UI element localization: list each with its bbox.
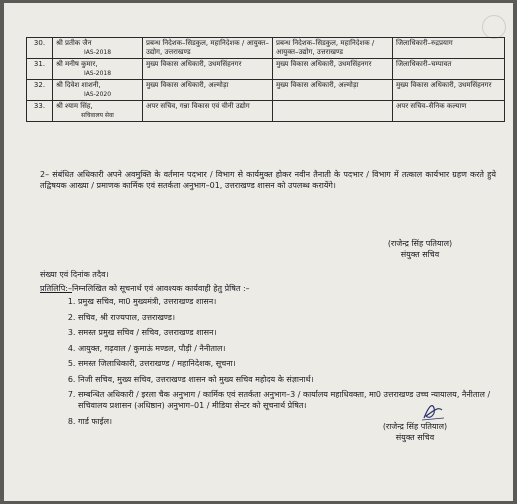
list-item: 7. सम्बन्धित अधिकारी / इरला चैक अनुभाग / कार्मिक एवं सतर्कता अनुभाग–3 / कार्यालय महाधिवक्ता, मा0 उत्तराखण्ड उच्च न्यायालय, नैनीताल / सचिवालय प्रशासन (अधिष्ठान) अनुभाग–01 / मीडिया सेन्टर को सूचनार्थ प्रेषित। xyxy=(78,389,513,411)
officer-name: श्री दिवेश शाशनी, xyxy=(56,81,101,89)
list-item: 2. सचिव, श्री राज्यपाल, उत्तराखण्ड। xyxy=(78,312,513,323)
officer-name: श्री प्रतीक जैन xyxy=(56,39,92,47)
released-post: मुख्य विकास अधिकारी, अल्मोड़ा xyxy=(273,80,393,101)
new-post: जिलाधिकारी–चम्पावत xyxy=(393,59,505,80)
signatory-title: संयुक्त सचिव xyxy=(395,433,435,442)
copy-label: प्रतिलिपि:– xyxy=(40,284,72,293)
new-post: जिलाधिकारी–रुद्रप्रयाग xyxy=(393,38,505,59)
officer-cell xyxy=(53,38,143,59)
current-post: मुख्य विकास अधिकारी, उधमसिंहनगर xyxy=(143,59,273,80)
released-post xyxy=(273,101,393,122)
list-item: 3. समस्त प्रमुख सचिव / सचिव, उत्तराखण्ड शासन। xyxy=(78,327,513,338)
document-page xyxy=(4,3,513,501)
current-post: मुख्य विकास अधिकारी, अल्मोड़ा xyxy=(143,80,273,101)
stamp-mark xyxy=(482,15,506,39)
list-item: 6. निजी सचिव, मुख्य सचिव, उत्तराखण्ड शासन को मुख्य सचिव महोदय के संज्ञानार्थ। xyxy=(78,374,513,385)
serial-number: 32. xyxy=(27,80,53,101)
officer-name: श्री श्याम सिंह, xyxy=(56,102,93,110)
new-post: मुख्य विकास अधिकारी, उधमसिंहनगर xyxy=(393,80,505,101)
table-row xyxy=(27,38,505,59)
signature-block xyxy=(365,238,475,260)
signatory-name: (राजेन्द्र सिंह पतियाल) xyxy=(387,239,453,248)
released-post: मुख्य विकास अधिकारी, उधमसिंहनगर xyxy=(273,59,393,80)
serial-number: 30. xyxy=(27,38,53,59)
table-row xyxy=(27,80,505,101)
serial-number: 33. xyxy=(27,101,53,122)
officer-cell xyxy=(53,80,143,101)
officer-cell xyxy=(53,101,143,122)
signature-block-final xyxy=(350,421,480,443)
current-post: प्रबन्ध निदेशक–सिडकुल, महानिदेशक / आयुक्त–उद्योग, उत्तराखण्ड xyxy=(143,38,273,59)
officer-name: श्री मनीष कुमार, xyxy=(56,60,98,68)
officer-batch: IAS-2018 xyxy=(83,49,112,56)
list-item: 1. प्रमुख सचिव, मा0 मुख्यमंत्री, उत्तराखण्ड शासन। xyxy=(78,296,513,307)
list-item: 5. समस्त जिलाधिकारी, उत्तराखण्ड / महानिदेशक, सूचना। xyxy=(78,358,513,369)
serial-number: 31. xyxy=(27,59,53,80)
signatory-name: (राजेन्द्र सिंह पतियाल) xyxy=(382,422,448,431)
copy-heading-text: निम्नलिखित को सूचनार्थ एवं आवश्यक कार्यवाही हेतु प्रेषित :– xyxy=(72,284,250,293)
officer-cell xyxy=(53,59,143,80)
instruction-paragraph: 2– संबंधित अधिकारी अपने अवमुक्ति के वर्तमान पदभार / विभाग से कार्यमुक्त होकर नवीन तैनाती के पदभार / विभाग में तत्काल कार्यभार ग्रहण करते हुये तद्विषयक आख्या / प्रमाणक कार्मिक एवं सतर्कता अनुभाग–01, उत्तराखण्ड शासन को उपलब्ध करायेंगे। xyxy=(40,170,496,190)
signatory-title: संयुक्त सचिव xyxy=(400,250,440,259)
released-post: प्रबन्ध निदेशक–सिडकुल, महानिदेशक / आयुक्त–उद्योग, उत्तराखण्ड xyxy=(273,38,393,59)
new-post: अपर सचिव–सैनिक कल्याण xyxy=(393,101,505,122)
list-item: 4. आयुक्त, गढ़वाल / कुमाऊं मण्डल, पौड़ी / नैनीताल। xyxy=(78,343,513,354)
table-row xyxy=(27,59,505,80)
copy-heading xyxy=(40,283,250,294)
reference-line: संख्या एवं दिनांक तदैव। xyxy=(40,270,109,279)
officer-batch: IAS-2020 xyxy=(83,91,112,98)
officer-batch: IAS-2018 xyxy=(83,70,112,77)
table-row xyxy=(27,101,505,122)
officer-batch: सचिवालय सेवा xyxy=(81,112,114,119)
list-item: 8. गार्ड फाईल। xyxy=(78,416,513,427)
current-post: अपर सचिव, गन्ना विकास एवं चीनी उद्योग xyxy=(143,101,273,122)
transfer-table xyxy=(26,37,505,122)
